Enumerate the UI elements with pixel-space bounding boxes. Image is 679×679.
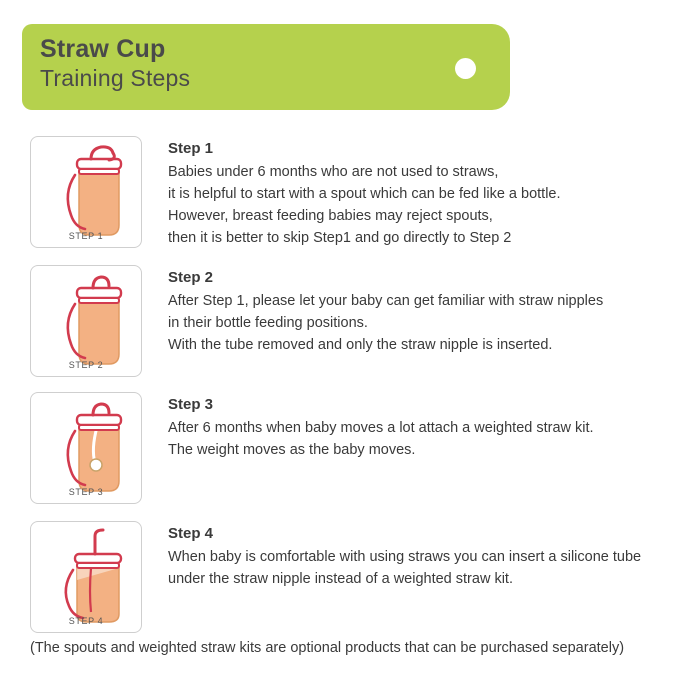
step-4-line: under the straw nipple instead of a weighted straw kit.	[168, 571, 513, 587]
step-row	[30, 392, 660, 504]
step-2-text-block	[168, 265, 603, 356]
punch-hole-circle-icon	[455, 58, 476, 79]
step-2-line: With the tube removed and only the straw nipple is inserted.	[168, 337, 553, 353]
step-3-line: After 6 months when baby moves a lot attach a weighted straw kit.	[168, 420, 594, 436]
step-2-title: Step 2	[168, 269, 214, 286]
step-1-line: then it is better to skip Step1 and go directly to Step 2	[168, 230, 512, 246]
step-2-thumbnail-label: STEP 2	[68, 360, 104, 370]
step-1-thumbnail-label: STEP 1	[68, 231, 104, 241]
step-2-thumbnail	[30, 265, 142, 377]
step-row	[30, 136, 660, 249]
step-3-text-block	[168, 392, 594, 461]
step-4-text-block	[168, 521, 641, 590]
header-banner	[22, 24, 510, 110]
step-3-thumbnail-label: STEP 3	[68, 487, 104, 497]
page-subtitle: Training Steps	[40, 65, 191, 91]
step-1-thumbnail	[30, 136, 142, 248]
step-1-line: However, breast feeding babies may reject spouts,	[168, 208, 493, 224]
step-3-thumbnail	[30, 392, 142, 504]
step-2-line: After Step 1, please let your baby can get familiar with straw nipples	[168, 293, 604, 309]
step-2-line: in their bottle feeding positions.	[168, 315, 368, 331]
step-1-line: it is helpful to start with a spout which can be fed like a bottle.	[168, 186, 561, 202]
step-row	[30, 265, 660, 377]
step-4-title: Step 4	[168, 525, 214, 542]
step-3-line: The weight moves as the baby moves.	[168, 442, 416, 458]
step-1-title: Step 1	[168, 140, 214, 157]
step-1-text-block	[168, 136, 561, 249]
page-title: Straw Cup	[40, 35, 166, 63]
step-4-line: When baby is comfortable with using straws you can insert a silicone tube	[168, 549, 642, 565]
footnote: (The spouts and weighted straw kits are optional products that can be purchased separately)	[30, 640, 625, 656]
step-row	[30, 521, 660, 633]
step-3-title: Step 3	[168, 396, 214, 413]
step-1-line: Babies under 6 months who are not used to straws,	[168, 164, 499, 180]
step-4-thumbnail	[30, 521, 142, 633]
step-4-thumbnail-label: STEP 4	[68, 616, 104, 626]
